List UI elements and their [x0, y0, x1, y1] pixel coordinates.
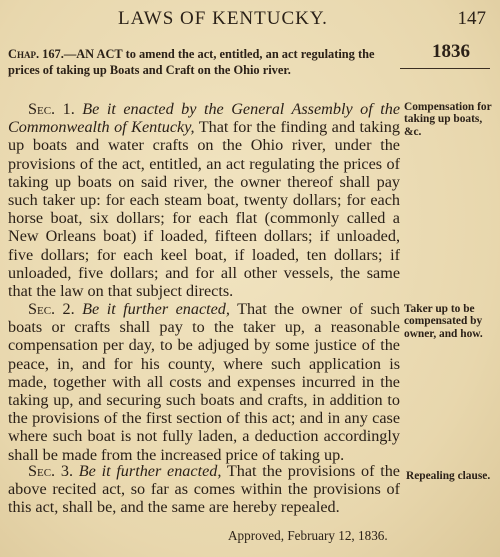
section-2-paragraph	[8, 300, 400, 464]
chapter-number: Chap. 167.	[8, 47, 64, 61]
section-1	[8, 100, 400, 300]
section-3-text: That the provisions of the above recited act, so far as comes within the provisions of this act, shall be, and the same are hereby repealed.	[8, 462, 400, 517]
marginal-note-1: Compensation for taking up boats, &c.	[404, 101, 492, 138]
section-1-enacting-clause: Be it enacted by the General Assembly of the Commonwealth of Kentucky,	[8, 100, 401, 137]
section-3-label: Sec. 3.	[28, 462, 73, 480]
section-2	[8, 300, 400, 464]
section-3	[8, 462, 400, 517]
running-head: LAWS OF KENTUCKY.	[118, 8, 328, 29]
section-1-paragraph	[8, 100, 400, 300]
approval-line: Approved, February 12, 1836.	[228, 528, 388, 543]
year-rule	[400, 68, 490, 69]
page-number: 147	[457, 8, 486, 29]
section-1-text: That for the finding and taking up boats and water crafts on the Ohio river, under the provisions of the act, entitled, an act regulating the prices of taking up boats on said river, the owner thereof shall pay such taker up: for each steam boat, twenty dollars; for each horse boat, six dollars; for each flat (commonly called a New Orleans boat) if loaded, fifteen dollars; if unloaded, five dollars; for each keel boat, if loaded, ten dollars; if unloaded, five dollars; and for all other vessels, the same that the law on that subject directs.	[8, 118, 400, 301]
chapter-heading	[8, 46, 400, 78]
chapter-title: —AN ACT to amend the act, entitled, an act regulating the prices of taking up Boats and Craft on the Ohio river.	[8, 47, 375, 77]
section-2-text: That the owner of such boats or crafts shall pay to the taker up, a reasonable compensation per day, to be adjuged by some justice of the peace, in, and for his county, where such application is made, together with all costs and expenses incurred in the taking up, and securing such boats and crafts, in addition to the provisions of the first section of this act; and in any case where such boat is not fully laden, a deduction accordingly shall be made from the increased price of taking up.	[8, 300, 400, 464]
page-header	[0, 6, 500, 32]
section-2-label: Sec. 2.	[28, 300, 75, 318]
marginal-note-2: Taker up to be compensated by owner, and how.	[404, 303, 483, 340]
section-3-paragraph	[8, 462, 400, 517]
section-1-label: Sec. 1.	[28, 100, 75, 118]
year-marginal: 1836	[432, 41, 470, 62]
section-3-enacting-clause: Be it further enacted,	[78, 462, 222, 480]
section-2-enacting-clause: Be it further enacted,	[82, 300, 230, 318]
marginal-note-3: Repealing clause.	[406, 470, 491, 482]
